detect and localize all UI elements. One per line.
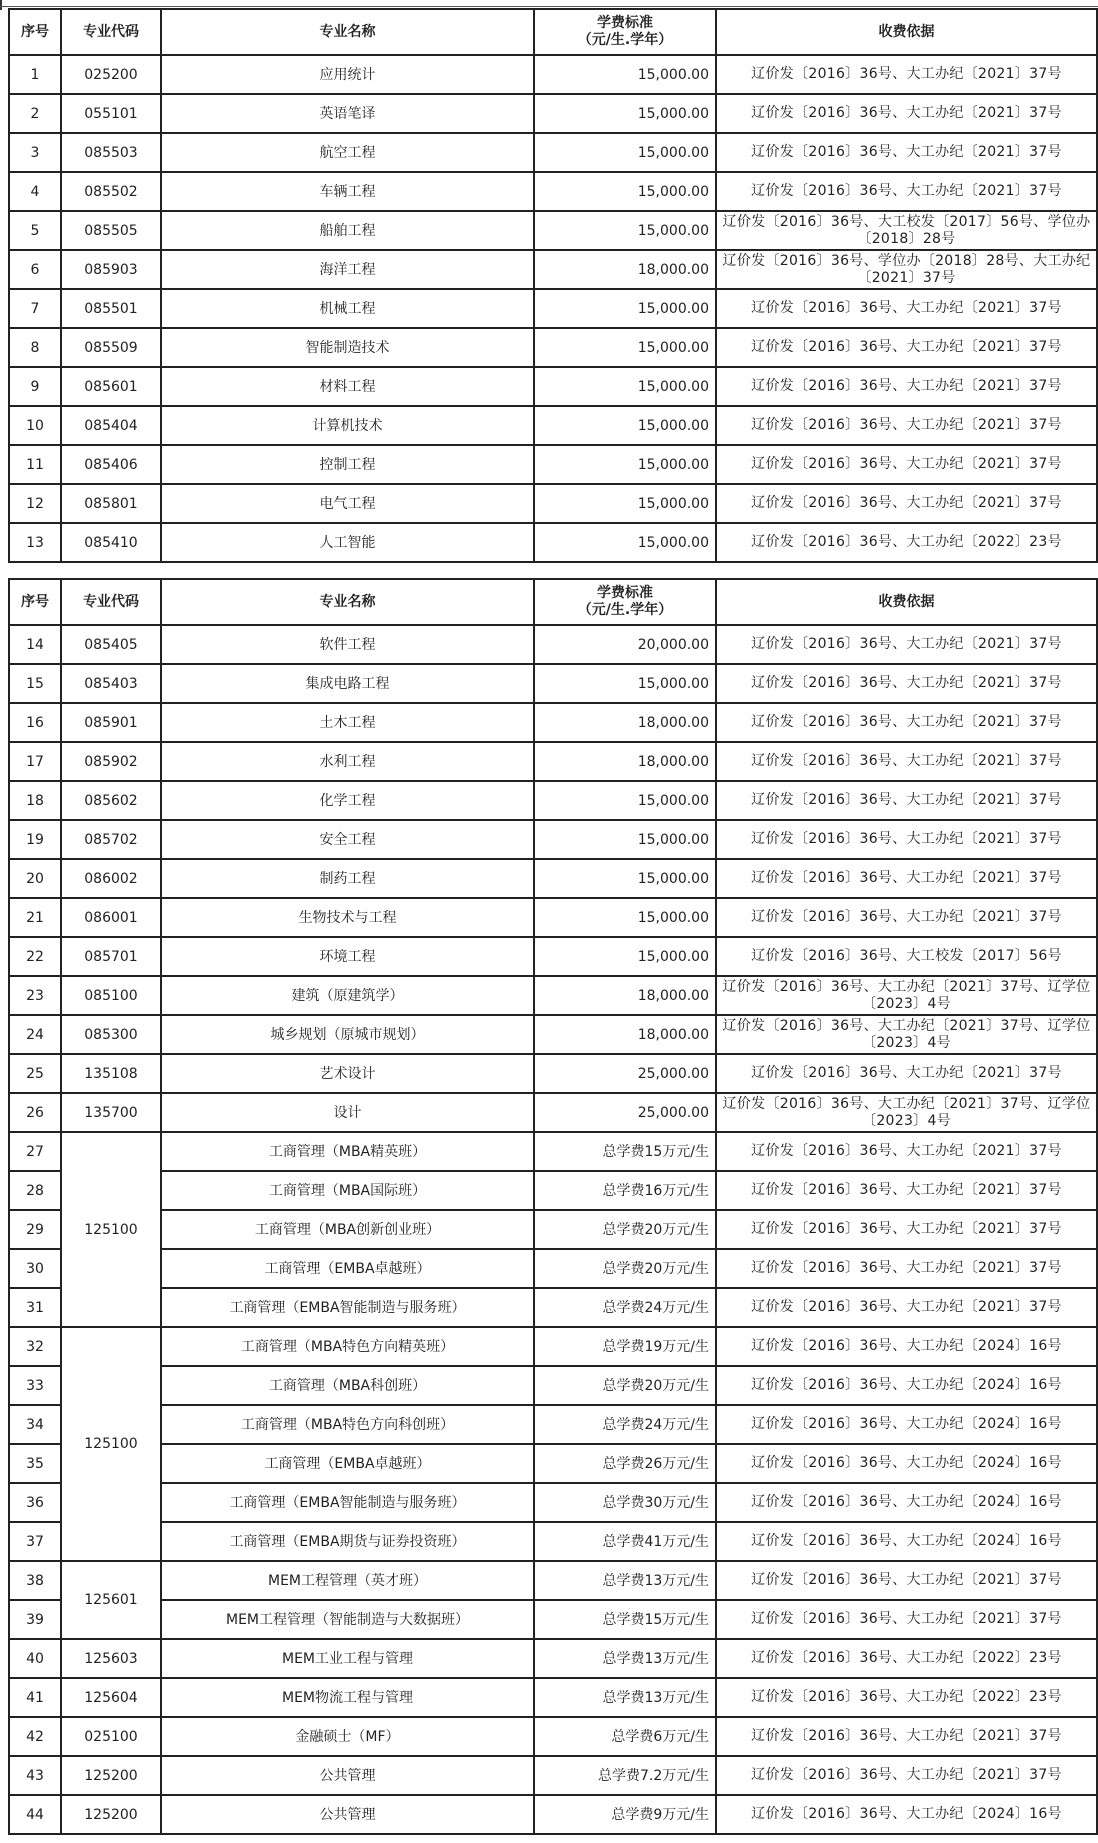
cell-basis: 辽价发〔2016〕36号、大工办纪〔2022〕23号 xyxy=(716,1639,1097,1678)
cell-fee: 15,000.00 xyxy=(534,367,716,406)
cell-basis: 辽价发〔2016〕36号、大工办纪〔2021〕37号 xyxy=(716,289,1097,328)
cell-basis: 辽价发〔2016〕36号、大工办纪〔2021〕37号 xyxy=(716,133,1097,172)
cell-name: 金融硕士（MF） xyxy=(161,1717,534,1756)
cell-fee: 15,000.00 xyxy=(534,523,716,562)
table-row xyxy=(9,1210,1097,1249)
tuition-table-2 xyxy=(8,578,1098,1835)
cell-basis: 辽价发〔2016〕36号、大工办纪〔2021〕37号 xyxy=(716,406,1097,445)
table-row xyxy=(9,937,1097,976)
cell-code: 085801 xyxy=(61,484,161,523)
cell-no: 23 xyxy=(9,976,61,1015)
cell-basis: 辽价发〔2016〕36号、大工办纪〔2021〕37号 xyxy=(716,328,1097,367)
cell-basis: 辽价发〔2016〕36号、大工校发〔2017〕56号 xyxy=(716,937,1097,976)
cell-code: 085505 xyxy=(61,211,161,250)
cell-code: 125100 xyxy=(61,1327,161,1561)
cell-fee: 总学费7.2万元/生 xyxy=(534,1756,716,1795)
header-fee xyxy=(534,9,716,55)
cell-no: 34 xyxy=(9,1405,61,1444)
cell-name: 船舶工程 xyxy=(161,211,534,250)
cell-basis: 辽价发〔2016〕36号、大工办纪〔2021〕37号 xyxy=(716,820,1097,859)
table-row xyxy=(9,1171,1097,1210)
page-top-line xyxy=(0,6,1098,7)
table-row xyxy=(9,1639,1097,1678)
table-row xyxy=(9,1717,1097,1756)
cell-name: 设计 xyxy=(161,1093,534,1132)
cell-no: 24 xyxy=(9,1015,61,1054)
table-row xyxy=(9,1054,1097,1093)
cell-basis: 辽价发〔2016〕36号、大工办纪〔2021〕37号 xyxy=(716,625,1097,664)
cell-fee: 总学费13万元/生 xyxy=(534,1639,716,1678)
cell-no: 28 xyxy=(9,1171,61,1210)
cell-fee: 总学费24万元/生 xyxy=(534,1288,716,1327)
cell-code: 085502 xyxy=(61,172,161,211)
cell-name: 软件工程 xyxy=(161,625,534,664)
cell-name: 人工智能 xyxy=(161,523,534,562)
cell-name: 工商管理（EMBA期货与证券投资班） xyxy=(161,1522,534,1561)
cell-fee: 总学费20万元/生 xyxy=(534,1249,716,1288)
cell-no: 19 xyxy=(9,820,61,859)
header-no: 序号 xyxy=(9,9,61,55)
table-row xyxy=(9,367,1097,406)
cell-fee: 15,000.00 xyxy=(534,664,716,703)
cell-basis: 辽价发〔2016〕36号、大工办纪〔2021〕37号 xyxy=(716,781,1097,820)
cell-basis: 辽价发〔2016〕36号、大工办纪〔2021〕37号 xyxy=(716,484,1097,523)
cell-name: 集成电路工程 xyxy=(161,664,534,703)
cell-no: 43 xyxy=(9,1756,61,1795)
cell-no: 29 xyxy=(9,1210,61,1249)
cell-name: 公共管理 xyxy=(161,1756,534,1795)
table-row xyxy=(9,1444,1097,1483)
cell-no: 36 xyxy=(9,1483,61,1522)
table-row xyxy=(9,664,1097,703)
cell-fee: 总学费24万元/生 xyxy=(534,1405,716,1444)
cell-name: 计算机技术 xyxy=(161,406,534,445)
cell-no: 18 xyxy=(9,781,61,820)
cell-no: 26 xyxy=(9,1093,61,1132)
cell-no: 35 xyxy=(9,1444,61,1483)
cell-fee: 18,000.00 xyxy=(534,250,716,289)
cell-basis: 辽价发〔2016〕36号、大工办纪〔2021〕37号 xyxy=(716,94,1097,133)
cell-name: 城乡规划（原城市规划） xyxy=(161,1015,534,1054)
table-row xyxy=(9,1327,1097,1366)
table-row xyxy=(9,250,1097,289)
cell-basis: 辽价发〔2016〕36号、学位办〔2018〕28号、大工办纪〔2021〕37号 xyxy=(716,250,1097,289)
table-row xyxy=(9,211,1097,250)
table-header-row xyxy=(9,579,1097,625)
cell-name: MEM工程管理（智能制造与大数据班） xyxy=(161,1600,534,1639)
cell-fee: 25,000.00 xyxy=(534,1093,716,1132)
cell-fee: 25,000.00 xyxy=(534,1054,716,1093)
cell-fee: 15,000.00 xyxy=(534,484,716,523)
cell-basis: 辽价发〔2016〕36号、大工办纪〔2021〕37号 xyxy=(716,172,1097,211)
cell-code: 125604 xyxy=(61,1678,161,1717)
cell-name: 海洋工程 xyxy=(161,250,534,289)
cell-basis: 辽价发〔2016〕36号、大工办纪〔2021〕37号 xyxy=(716,1288,1097,1327)
table-row xyxy=(9,859,1097,898)
tuition-table-1 xyxy=(8,8,1098,563)
cell-basis: 辽价发〔2016〕36号、大工办纪〔2021〕37号 xyxy=(716,1171,1097,1210)
cell-basis: 辽价发〔2016〕36号、大工办纪〔2021〕37号 xyxy=(716,1717,1097,1756)
cell-code: 085410 xyxy=(61,523,161,562)
cell-code: 086002 xyxy=(61,859,161,898)
cell-code: 085100 xyxy=(61,976,161,1015)
cell-basis: 辽价发〔2016〕36号、大工办纪〔2021〕37号 xyxy=(716,367,1097,406)
cell-basis: 辽价发〔2016〕36号、大工办纪〔2024〕16号 xyxy=(716,1405,1097,1444)
cell-no: 37 xyxy=(9,1522,61,1561)
header-fee-line2: （元/生.学年） xyxy=(577,32,673,48)
header-basis: 收费依据 xyxy=(716,579,1097,625)
cell-fee: 15,000.00 xyxy=(534,55,716,94)
table-row xyxy=(9,1249,1097,1288)
table-row xyxy=(9,1483,1097,1522)
cell-name: 生物技术与工程 xyxy=(161,898,534,937)
cell-fee: 15,000.00 xyxy=(534,172,716,211)
cell-fee: 总学费30万元/生 xyxy=(534,1483,716,1522)
cell-basis: 辽价发〔2016〕36号、大工办纪〔2024〕16号 xyxy=(716,1483,1097,1522)
table-row xyxy=(9,1795,1097,1834)
cell-name: 电气工程 xyxy=(161,484,534,523)
cell-name: 工商管理（MBA精英班） xyxy=(161,1132,534,1171)
cell-basis: 辽价发〔2016〕36号、大工办纪〔2022〕23号 xyxy=(716,1678,1097,1717)
table-row xyxy=(9,1132,1097,1171)
cell-code: 085300 xyxy=(61,1015,161,1054)
cell-fee: 15,000.00 xyxy=(534,898,716,937)
cell-code: 125100 xyxy=(61,1132,161,1327)
cell-name: 工商管理（EMBA卓越班） xyxy=(161,1444,534,1483)
cell-basis: 辽价发〔2016〕36号、大工办纪〔2021〕37号 xyxy=(716,445,1097,484)
cell-code: 135700 xyxy=(61,1093,161,1132)
cell-no: 7 xyxy=(9,289,61,328)
cell-fee: 总学费20万元/生 xyxy=(534,1366,716,1405)
cell-basis: 辽价发〔2016〕36号、大工办纪〔2021〕37号 xyxy=(716,742,1097,781)
cell-name: MEM工程管理（英才班） xyxy=(161,1561,534,1600)
cell-code: 085701 xyxy=(61,937,161,976)
cell-name: 水利工程 xyxy=(161,742,534,781)
cell-code: 086001 xyxy=(61,898,161,937)
cell-name: 工商管理（MBA创新创业班） xyxy=(161,1210,534,1249)
table-row xyxy=(9,1678,1097,1717)
header-fee-line1: 学费标准 xyxy=(597,15,653,31)
cell-code: 135108 xyxy=(61,1054,161,1093)
table-row xyxy=(9,1093,1097,1132)
cell-name: 英语笔译 xyxy=(161,94,534,133)
cell-code: 085404 xyxy=(61,406,161,445)
cell-code: 125200 xyxy=(61,1795,161,1834)
cell-name: 建筑（原建筑学） xyxy=(161,976,534,1015)
cell-code: 085601 xyxy=(61,367,161,406)
cell-basis: 辽价发〔2016〕36号、大工办纪〔2021〕37号 xyxy=(716,1600,1097,1639)
cell-fee: 总学费13万元/生 xyxy=(534,1561,716,1600)
cell-fee: 总学费6万元/生 xyxy=(534,1717,716,1756)
cell-no: 41 xyxy=(9,1678,61,1717)
cell-code: 125200 xyxy=(61,1756,161,1795)
cell-name: 工商管理（MBA特色方向科创班） xyxy=(161,1405,534,1444)
cell-no: 2 xyxy=(9,94,61,133)
cell-fee: 15,000.00 xyxy=(534,859,716,898)
header-name: 专业名称 xyxy=(161,579,534,625)
cell-basis: 辽价发〔2016〕36号、大工办纪〔2021〕37号 xyxy=(716,703,1097,742)
cell-code: 085702 xyxy=(61,820,161,859)
cell-code: 085501 xyxy=(61,289,161,328)
cell-no: 13 xyxy=(9,523,61,562)
cell-no: 27 xyxy=(9,1132,61,1171)
cell-no: 14 xyxy=(9,625,61,664)
header-name: 专业名称 xyxy=(161,9,534,55)
cell-fee: 15,000.00 xyxy=(534,820,716,859)
cell-code: 025100 xyxy=(61,1717,161,1756)
table-row xyxy=(9,94,1097,133)
cell-basis: 辽价发〔2016〕36号、大工办纪〔2021〕37号 xyxy=(716,898,1097,937)
table-row xyxy=(9,1600,1097,1639)
table-row xyxy=(9,1522,1097,1561)
cell-name: 工商管理（EMBA智能制造与服务班） xyxy=(161,1288,534,1327)
header-fee-line1: 学费标准 xyxy=(597,585,653,601)
table-row xyxy=(9,1756,1097,1795)
cell-name: 车辆工程 xyxy=(161,172,534,211)
cell-fee: 15,000.00 xyxy=(534,781,716,820)
table-row xyxy=(9,328,1097,367)
cell-basis: 辽价发〔2016〕36号、大工办纪〔2024〕16号 xyxy=(716,1327,1097,1366)
cell-basis: 辽价发〔2016〕36号、大工办纪〔2021〕37号 xyxy=(716,664,1097,703)
cell-fee: 总学费15万元/生 xyxy=(534,1132,716,1171)
cell-code: 085503 xyxy=(61,133,161,172)
table-row xyxy=(9,1288,1097,1327)
cell-code: 125603 xyxy=(61,1639,161,1678)
cell-name: 材料工程 xyxy=(161,367,534,406)
cell-name: MEM工业工程与管理 xyxy=(161,1639,534,1678)
cell-fee: 总学费20万元/生 xyxy=(534,1210,716,1249)
cell-code: 085901 xyxy=(61,703,161,742)
cell-name: 应用统计 xyxy=(161,55,534,94)
table-row xyxy=(9,445,1097,484)
header-fee-line2: （元/生.学年） xyxy=(577,602,673,618)
table-row xyxy=(9,742,1097,781)
cell-code: 085405 xyxy=(61,625,161,664)
header-basis: 收费依据 xyxy=(716,9,1097,55)
cell-name: 控制工程 xyxy=(161,445,534,484)
table-row xyxy=(9,523,1097,562)
cell-name: 工商管理（EMBA卓越班） xyxy=(161,1249,534,1288)
cell-basis: 辽价发〔2016〕36号、大工办纪〔2024〕16号 xyxy=(716,1795,1097,1834)
cell-fee: 15,000.00 xyxy=(534,937,716,976)
cell-name: 智能制造技术 xyxy=(161,328,534,367)
cell-no: 5 xyxy=(9,211,61,250)
cell-basis: 辽价发〔2016〕36号、大工办纪〔2021〕37号 xyxy=(716,1249,1097,1288)
cell-fee: 总学费15万元/生 xyxy=(534,1600,716,1639)
cell-fee: 总学费16万元/生 xyxy=(534,1171,716,1210)
cell-fee: 总学费13万元/生 xyxy=(534,1678,716,1717)
cell-code: 085406 xyxy=(61,445,161,484)
cell-no: 20 xyxy=(9,859,61,898)
table-row xyxy=(9,1405,1097,1444)
cell-name: MEM物流工程与管理 xyxy=(161,1678,534,1717)
cell-name: 环境工程 xyxy=(161,937,534,976)
table-row xyxy=(9,781,1097,820)
table-row xyxy=(9,898,1097,937)
cell-code: 085602 xyxy=(61,781,161,820)
cell-no: 10 xyxy=(9,406,61,445)
cell-no: 4 xyxy=(9,172,61,211)
page-edge-line xyxy=(0,0,2,10)
cell-no: 31 xyxy=(9,1288,61,1327)
cell-basis: 辽价发〔2016〕36号、大工办纪〔2021〕37号 xyxy=(716,1561,1097,1600)
cell-name: 工商管理（EMBA智能制造与服务班） xyxy=(161,1483,534,1522)
cell-basis: 辽价发〔2016〕36号、大工校发〔2017〕56号、学位办〔2018〕28号 xyxy=(716,211,1097,250)
cell-fee: 15,000.00 xyxy=(534,445,716,484)
table-row xyxy=(9,1561,1097,1600)
cell-name: 航空工程 xyxy=(161,133,534,172)
cell-fee: 15,000.00 xyxy=(534,211,716,250)
table-row xyxy=(9,1015,1097,1054)
table-row xyxy=(9,1366,1097,1405)
cell-no: 9 xyxy=(9,367,61,406)
cell-no: 6 xyxy=(9,250,61,289)
cell-basis: 辽价发〔2016〕36号、大工办纪〔2021〕37号 xyxy=(716,1756,1097,1795)
cell-fee: 总学费19万元/生 xyxy=(534,1327,716,1366)
table-row xyxy=(9,55,1097,94)
cell-basis: 辽价发〔2016〕36号、大工办纪〔2021〕37号 xyxy=(716,55,1097,94)
table-row xyxy=(9,976,1097,1015)
cell-code: 085903 xyxy=(61,250,161,289)
header-no: 序号 xyxy=(9,579,61,625)
cell-basis: 辽价发〔2016〕36号、大工办纪〔2021〕37号、辽学位〔2023〕4号 xyxy=(716,1093,1097,1132)
cell-basis: 辽价发〔2016〕36号、大工办纪〔2021〕37号 xyxy=(716,1054,1097,1093)
cell-basis: 辽价发〔2016〕36号、大工办纪〔2021〕37号 xyxy=(716,859,1097,898)
cell-name: 工商管理（MBA科创班） xyxy=(161,1366,534,1405)
header-fee xyxy=(534,579,716,625)
cell-name: 公共管理 xyxy=(161,1795,534,1834)
cell-fee: 15,000.00 xyxy=(534,289,716,328)
table-row xyxy=(9,820,1097,859)
cell-no: 30 xyxy=(9,1249,61,1288)
cell-no: 12 xyxy=(9,484,61,523)
table-row xyxy=(9,133,1097,172)
cell-no: 8 xyxy=(9,328,61,367)
cell-fee: 总学费26万元/生 xyxy=(534,1444,716,1483)
cell-no: 21 xyxy=(9,898,61,937)
cell-fee: 15,000.00 xyxy=(534,94,716,133)
cell-code: 055101 xyxy=(61,94,161,133)
cell-no: 42 xyxy=(9,1717,61,1756)
cell-no: 1 xyxy=(9,55,61,94)
header-code: 专业代码 xyxy=(61,9,161,55)
cell-name: 工商管理（MBA特色方向精英班） xyxy=(161,1327,534,1366)
cell-fee: 18,000.00 xyxy=(534,976,716,1015)
cell-basis: 辽价发〔2016〕36号、大工办纪〔2021〕37号 xyxy=(716,1132,1097,1171)
cell-no: 11 xyxy=(9,445,61,484)
cell-no: 22 xyxy=(9,937,61,976)
cell-no: 38 xyxy=(9,1561,61,1600)
cell-no: 44 xyxy=(9,1795,61,1834)
cell-fee: 总学费9万元/生 xyxy=(534,1795,716,1834)
cell-name: 土木工程 xyxy=(161,703,534,742)
cell-code: 085509 xyxy=(61,328,161,367)
cell-fee: 总学费41万元/生 xyxy=(534,1522,716,1561)
cell-fee: 15,000.00 xyxy=(534,328,716,367)
cell-code: 025200 xyxy=(61,55,161,94)
cell-basis: 辽价发〔2016〕36号、大工办纪〔2024〕16号 xyxy=(716,1366,1097,1405)
cell-no: 16 xyxy=(9,703,61,742)
cell-no: 25 xyxy=(9,1054,61,1093)
table-row xyxy=(9,625,1097,664)
cell-name: 机械工程 xyxy=(161,289,534,328)
table-row xyxy=(9,289,1097,328)
cell-no: 15 xyxy=(9,664,61,703)
table-row xyxy=(9,406,1097,445)
cell-fee: 18,000.00 xyxy=(534,703,716,742)
cell-no: 32 xyxy=(9,1327,61,1366)
table-row xyxy=(9,703,1097,742)
cell-fee: 20,000.00 xyxy=(534,625,716,664)
cell-fee: 15,000.00 xyxy=(534,133,716,172)
table-row xyxy=(9,484,1097,523)
cell-no: 3 xyxy=(9,133,61,172)
header-code: 专业代码 xyxy=(61,579,161,625)
table-header-row xyxy=(9,9,1097,55)
cell-basis: 辽价发〔2016〕36号、大工办纪〔2022〕23号 xyxy=(716,523,1097,562)
cell-basis: 辽价发〔2016〕36号、大工办纪〔2024〕16号 xyxy=(716,1444,1097,1483)
cell-name: 化学工程 xyxy=(161,781,534,820)
cell-name: 制药工程 xyxy=(161,859,534,898)
cell-name: 安全工程 xyxy=(161,820,534,859)
cell-name: 工商管理（MBA国际班） xyxy=(161,1171,534,1210)
cell-code: 085902 xyxy=(61,742,161,781)
cell-basis: 辽价发〔2016〕36号、大工办纪〔2021〕37号、辽学位〔2023〕4号 xyxy=(716,1015,1097,1054)
cell-basis: 辽价发〔2016〕36号、大工办纪〔2021〕37号 xyxy=(716,1210,1097,1249)
cell-code: 125601 xyxy=(61,1561,161,1639)
cell-basis: 辽价发〔2016〕36号、大工办纪〔2024〕16号 xyxy=(716,1522,1097,1561)
cell-fee: 15,000.00 xyxy=(534,406,716,445)
cell-fee: 18,000.00 xyxy=(534,742,716,781)
cell-no: 40 xyxy=(9,1639,61,1678)
cell-fee: 18,000.00 xyxy=(534,1015,716,1054)
cell-no: 33 xyxy=(9,1366,61,1405)
cell-no: 39 xyxy=(9,1600,61,1639)
cell-basis: 辽价发〔2016〕36号、大工办纪〔2021〕37号、辽学位〔2023〕4号 xyxy=(716,976,1097,1015)
cell-no: 17 xyxy=(9,742,61,781)
table-row xyxy=(9,172,1097,211)
cell-name: 艺术设计 xyxy=(161,1054,534,1093)
cell-code: 085403 xyxy=(61,664,161,703)
